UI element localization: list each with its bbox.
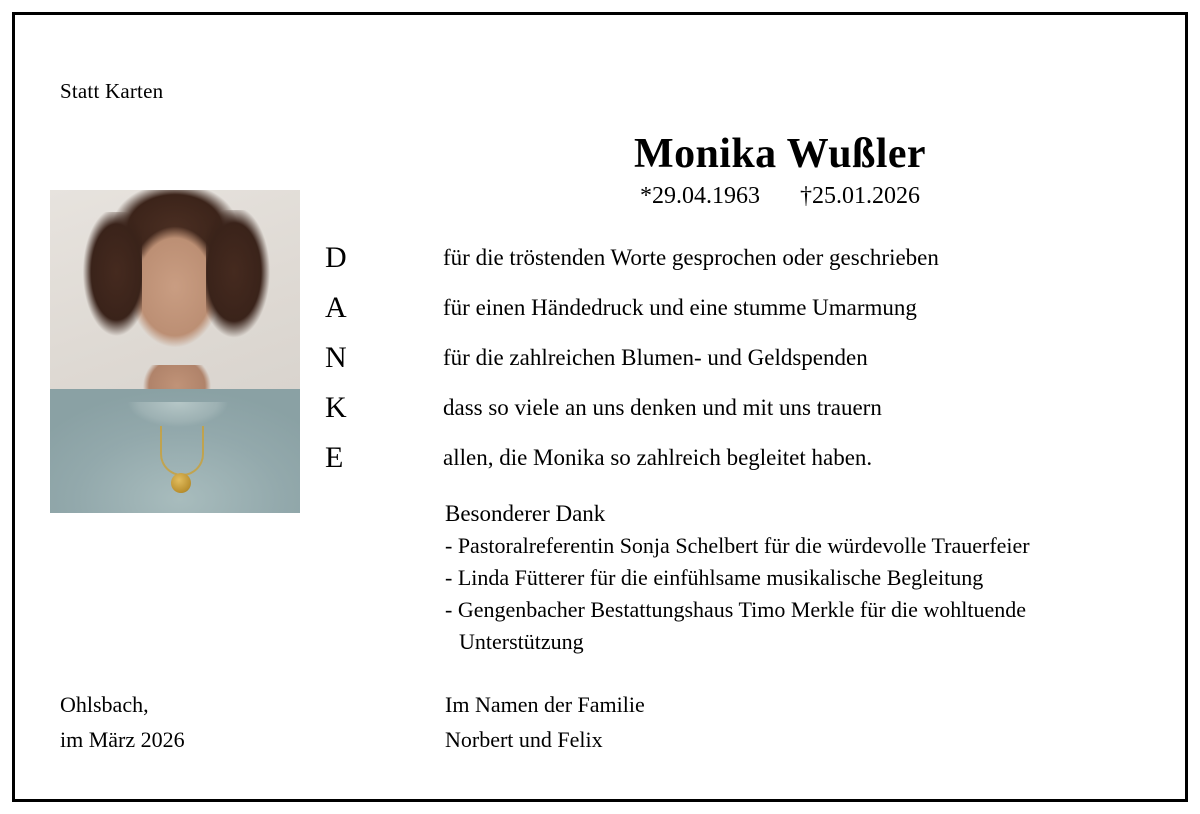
- card-content: [15, 15, 1185, 799]
- special-thanks-item: - Pastoralreferentin Sonja Schelbert für die würdevolle Trauerfeier: [445, 533, 1030, 558]
- acrostic-letter: A: [325, 291, 348, 324]
- pendant-icon: [171, 473, 191, 493]
- necklace-icon: [160, 426, 204, 476]
- acrostic-letter: K: [325, 391, 348, 424]
- acrostic-letter: D: [325, 241, 348, 274]
- family-signature: [445, 687, 645, 757]
- special-thanks-item: - Linda Fütterer für die einfühlsame musikalische Begleitung: [445, 565, 984, 590]
- thank-you-line: für einen Händedruck und eine stumme Umarmung: [443, 295, 917, 320]
- special-thanks-block: [445, 498, 1175, 658]
- thank-you-line: für die tröstenden Worte gesprochen oder geschrieben: [443, 245, 939, 270]
- photo-hair-left: [78, 212, 142, 362]
- acrostic-column: [325, 233, 385, 483]
- special-thanks-heading: Besonderer Dank: [445, 501, 606, 526]
- death-date: †25.01.2026: [800, 183, 920, 209]
- life-dates: [400, 183, 1160, 210]
- thank-you-line: für die zahlreichen Blumen- und Geldspenden: [443, 345, 868, 370]
- acrostic-letter: E: [325, 441, 345, 474]
- special-thanks-item: - Gengenbacher Bestattungshaus Timo Merkle für die wohltuende: [445, 597, 1027, 622]
- acrostic-letter: N: [325, 341, 348, 374]
- family-intro: Im Namen der Familie: [445, 692, 645, 717]
- place-and-date: [60, 687, 185, 757]
- photo-hair-right: [206, 210, 276, 365]
- deceased-name: Monika Wußler: [634, 131, 926, 177]
- special-thanks-item-continuation: Unterstützung: [459, 629, 584, 654]
- family-names: Norbert und Felix: [445, 727, 603, 752]
- thank-you-lines: [443, 233, 1163, 483]
- portrait-photo: [50, 190, 300, 513]
- thank-you-line: dass so viele an uns denken und mit uns trauern: [443, 395, 882, 420]
- statt-karten-note: Statt Karten: [60, 79, 164, 103]
- date-text: im März 2026: [60, 727, 185, 752]
- place-text: Ohlsbach,: [60, 692, 149, 717]
- thank-you-line: allen, die Monika so zahlreich begleitet haben.: [443, 445, 873, 470]
- birth-date: *29.04.1963: [640, 183, 760, 209]
